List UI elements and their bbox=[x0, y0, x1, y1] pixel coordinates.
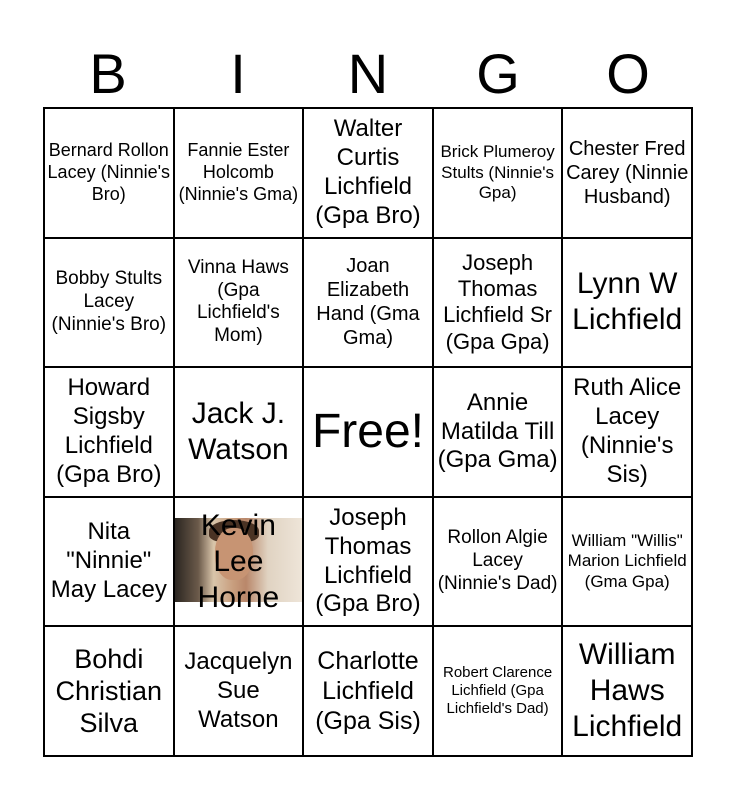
cell-text: Bernard Rollon Lacey (Ninnie's Bro) bbox=[47, 140, 171, 204]
bingo-cell bbox=[303, 497, 433, 627]
bingo-cell bbox=[174, 626, 304, 756]
bingo-cell bbox=[433, 497, 563, 627]
free-space-cell bbox=[303, 367, 433, 497]
bingo-cell bbox=[174, 367, 304, 497]
bingo-cell bbox=[562, 497, 692, 627]
cell-text: Walter Curtis Lichfield (Gpa Bro) bbox=[315, 115, 421, 229]
bingo-cell bbox=[562, 626, 692, 756]
cell-text: Charlotte Lichfield (Gpa Sis) bbox=[315, 647, 421, 736]
cell-text: Joseph Thomas Lichfield (Gpa Bro) bbox=[315, 504, 421, 618]
header-letter-g: G bbox=[476, 42, 520, 105]
cell-text: Jacquelyn Sue Watson bbox=[184, 648, 293, 733]
cell-text: Vinna Haws (Gpa Lichfield's Mom) bbox=[187, 256, 289, 347]
bingo-cell bbox=[44, 238, 174, 368]
bingo-cell bbox=[303, 626, 433, 756]
cell-text: Rollon Algie Lacey (Ninnie's Dad) bbox=[437, 527, 558, 594]
cell-text: Joan Elizabeth Hand (Gma Gma) bbox=[316, 255, 420, 350]
cell-text: Robert Clarence Lichfield (Gpa Lichfield's Dad) bbox=[442, 664, 553, 718]
bingo-cell bbox=[174, 238, 304, 368]
cell-text: Jack J. Watson bbox=[188, 396, 289, 466]
bingo-cell bbox=[562, 238, 692, 368]
bingo-cell bbox=[44, 626, 174, 756]
header-letter-o: O bbox=[606, 42, 650, 105]
cell-text: Annie Matilda Till (Gpa Gma) bbox=[437, 388, 558, 474]
cell-text: William "Willis" Marion Lichfield (Gma Gpa) bbox=[567, 531, 687, 591]
bingo-cell bbox=[433, 108, 563, 238]
cell-text: Kevin Lee Horne bbox=[197, 508, 280, 614]
header-letter-i: I bbox=[230, 42, 246, 105]
cell-text: Lynn W Lichfield bbox=[572, 267, 683, 337]
header-letter-n: N bbox=[347, 42, 389, 105]
bingo-cell bbox=[303, 238, 433, 368]
bingo-cell bbox=[562, 367, 692, 497]
bingo-cell bbox=[433, 238, 563, 368]
cell-text: Bohdi Christian Silva bbox=[55, 643, 163, 739]
bingo-cell bbox=[44, 367, 174, 497]
bingo-cell bbox=[562, 108, 692, 238]
header-letter-b: B bbox=[89, 42, 127, 105]
cell-text: Fannie Ester Holcomb (Ninnie's Gma) bbox=[178, 140, 299, 204]
bingo-header bbox=[43, 40, 693, 108]
cell-text: Bobby Stults Lacey (Ninnie's Bro) bbox=[51, 268, 167, 335]
bingo-cell bbox=[44, 497, 174, 627]
cell-text: Howard Sigsby Lichfield (Gpa Bro) bbox=[56, 374, 162, 488]
bingo-cell bbox=[303, 108, 433, 238]
cell-text: Nita "Ninnie" May Lacey bbox=[50, 518, 167, 603]
bingo-cell bbox=[433, 626, 563, 756]
bingo-cell bbox=[433, 367, 563, 497]
bingo-cell bbox=[44, 108, 174, 238]
cell-text: Chester Fred Carey (Ninnie Husband) bbox=[566, 137, 689, 208]
cell-text: Ruth Alice Lacey (Ninnie's Sis) bbox=[573, 374, 682, 488]
cell-text: Brick Plumeroy Stults (Ninnie's Gpa) bbox=[440, 142, 555, 202]
free-space-text: Free! bbox=[311, 405, 424, 459]
bingo-grid bbox=[43, 107, 693, 757]
photo-cell bbox=[174, 497, 304, 627]
cell-text: William Haws Lichfield bbox=[572, 638, 683, 744]
cell-text: Joseph Thomas Lichfield Sr (Gpa Gpa) bbox=[443, 249, 553, 354]
bingo-cell bbox=[174, 108, 304, 238]
